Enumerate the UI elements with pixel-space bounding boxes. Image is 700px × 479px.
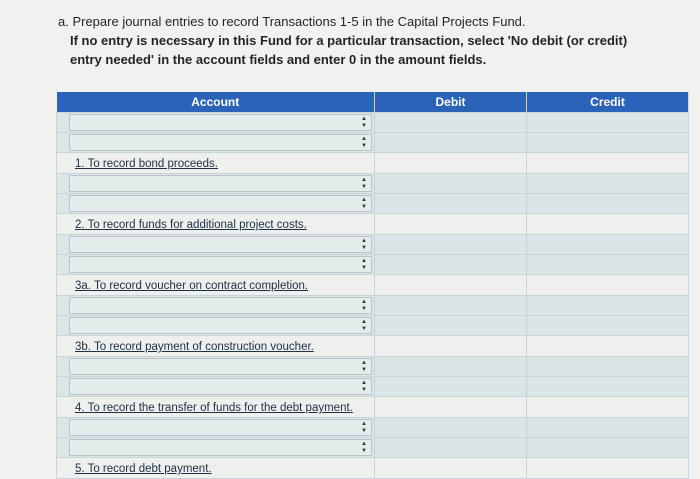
up-down-caret-icon: ▲ ▼ [361,116,367,129]
up-down-caret-icon: ▲ ▼ [361,299,367,312]
debit-cell [375,357,527,377]
credit-cell [527,377,689,397]
debit-amount-input[interactable] [375,236,526,254]
account-cell [57,357,375,377]
account-select[interactable] [69,419,372,436]
transaction-label-row [57,214,689,235]
account-select[interactable] [69,358,372,375]
entry-row [57,357,689,377]
credit-cell [527,296,689,316]
account-select[interactable] [69,195,372,212]
transaction-label-row [57,336,689,357]
account-select[interactable] [69,378,372,395]
debit-cell [375,377,527,397]
debit-amount-input[interactable] [375,256,526,274]
credit-cell [527,235,689,255]
credit-amount-input[interactable] [527,297,688,315]
transaction-label-row [57,153,689,174]
up-down-caret-icon: ▲ ▼ [361,197,367,210]
transaction-label-cell [57,275,375,296]
entry-row [57,296,689,316]
debit-cell [375,438,527,458]
journal-body [57,113,689,479]
transaction-label-row [57,397,689,418]
credit-cell [527,418,689,438]
transaction-label-cell [57,214,375,235]
account-select[interactable] [69,317,372,334]
account-cell [57,194,375,214]
debit-cell [375,194,527,214]
table-header-row [57,92,689,113]
entry-row [57,438,689,458]
account-cell [57,174,375,194]
credit-label-cell [527,275,689,296]
debit-amount-input[interactable] [375,297,526,315]
up-down-caret-icon: ▲ ▼ [361,421,367,434]
credit-amount-input[interactable] [527,378,688,396]
debit-amount-input[interactable] [375,419,526,437]
debit-amount-input[interactable] [375,114,526,132]
account-cell [57,418,375,438]
credit-label-cell [527,458,689,479]
transaction-label-cell [57,336,375,357]
debit-cell [375,296,527,316]
debit-cell [375,418,527,438]
credit-label-cell [527,336,689,357]
account-cell [57,316,375,336]
credit-amount-input[interactable] [527,114,688,132]
instruction-line-2: If no entry is necessary in this Fund for a particular transaction, select 'No debit (or credit) [70,33,628,48]
debit-cell [375,255,527,275]
credit-label-cell [527,397,689,418]
credit-amount-input[interactable] [527,236,688,254]
debit-amount-input[interactable] [375,195,526,213]
debit-cell [375,235,527,255]
entry-row [57,113,689,133]
transaction-label-cell [57,458,375,479]
debit-label-cell [375,397,527,418]
debit-label-cell [375,214,527,235]
entry-row [57,194,689,214]
account-cell [57,235,375,255]
account-select[interactable] [69,297,372,314]
up-down-caret-icon: ▲ ▼ [361,319,367,332]
account-cell [57,377,375,397]
credit-amount-input[interactable] [527,358,688,376]
credit-cell [527,255,689,275]
transaction-link[interactable]: 5. To record debt payment. [75,463,212,475]
account-select[interactable] [69,114,372,131]
instruction-line-3: entry needed' in the account fields and enter 0 in the amount fields. [70,52,487,67]
entry-row [57,174,689,194]
account-select[interactable] [69,439,372,456]
transaction-label-row [57,275,689,296]
account-select[interactable] [69,175,372,192]
account-cell [57,438,375,458]
entry-row [57,133,689,153]
up-down-caret-icon: ▲ ▼ [361,136,367,149]
entry-row [57,316,689,336]
transaction-link[interactable]: 3a. To record voucher on contract completion. [75,280,309,292]
account-header: Account [57,92,375,113]
entry-row [57,235,689,255]
debit-amount-input[interactable] [375,378,526,396]
transaction-link[interactable]: 4. To record the transfer of funds for the debt payment. [75,402,353,414]
credit-cell [527,113,689,133]
credit-label-cell [527,153,689,174]
debit-header: Debit [375,92,527,113]
credit-amount-input[interactable] [527,317,688,335]
account-select[interactable] [69,256,372,273]
debit-cell [375,174,527,194]
entry-row [57,255,689,275]
account-cell [57,296,375,316]
entry-row [57,377,689,397]
up-down-caret-icon: ▲ ▼ [361,360,367,373]
up-down-caret-icon: ▲ ▼ [361,441,367,454]
credit-amount-input[interactable] [527,175,688,193]
transaction-label-cell [57,397,375,418]
transaction-label-cell [57,153,375,174]
up-down-caret-icon: ▲ ▼ [361,258,367,271]
credit-amount-input[interactable] [527,256,688,274]
credit-header: Credit [527,92,689,113]
credit-cell [527,194,689,214]
credit-cell [527,357,689,377]
debit-amount-input[interactable] [375,175,526,193]
transaction-link[interactable]: 1. To record bond proceeds. [75,158,218,170]
journal-entry-table [56,92,689,479]
credit-amount-input[interactable] [527,134,688,152]
instruction-line-1: a. Prepare journal entries to record Transactions 1-5 in the Capital Projects Fund. [58,14,526,29]
instructions [58,12,678,69]
debit-cell [375,316,527,336]
up-down-caret-icon: ▲ ▼ [361,177,367,190]
debit-amount-input[interactable] [375,358,526,376]
debit-label-cell [375,275,527,296]
credit-cell [527,438,689,458]
account-cell [57,133,375,153]
account-select[interactable] [69,236,372,253]
up-down-caret-icon: ▲ ▼ [361,380,367,393]
transaction-link[interactable]: 3b. To record payment of construction voucher. [75,341,314,353]
debit-label-cell [375,153,527,174]
credit-amount-input[interactable] [527,419,688,437]
credit-cell [527,133,689,153]
debit-cell [375,133,527,153]
debit-amount-input[interactable] [375,439,526,457]
credit-label-cell [527,214,689,235]
debit-label-cell [375,336,527,357]
credit-cell [527,174,689,194]
credit-amount-input[interactable] [527,439,688,457]
debit-cell [375,113,527,133]
transaction-link[interactable]: 2. To record funds for additional project costs. [75,219,307,231]
entry-row [57,418,689,438]
up-down-caret-icon: ▲ ▼ [361,238,367,251]
credit-amount-input[interactable] [527,195,688,213]
account-select[interactable] [69,134,372,151]
debit-amount-input[interactable] [375,134,526,152]
debit-label-cell [375,458,527,479]
credit-cell [527,316,689,336]
account-cell [57,113,375,133]
debit-amount-input[interactable] [375,317,526,335]
transaction-label-row [57,458,689,479]
account-cell [57,255,375,275]
